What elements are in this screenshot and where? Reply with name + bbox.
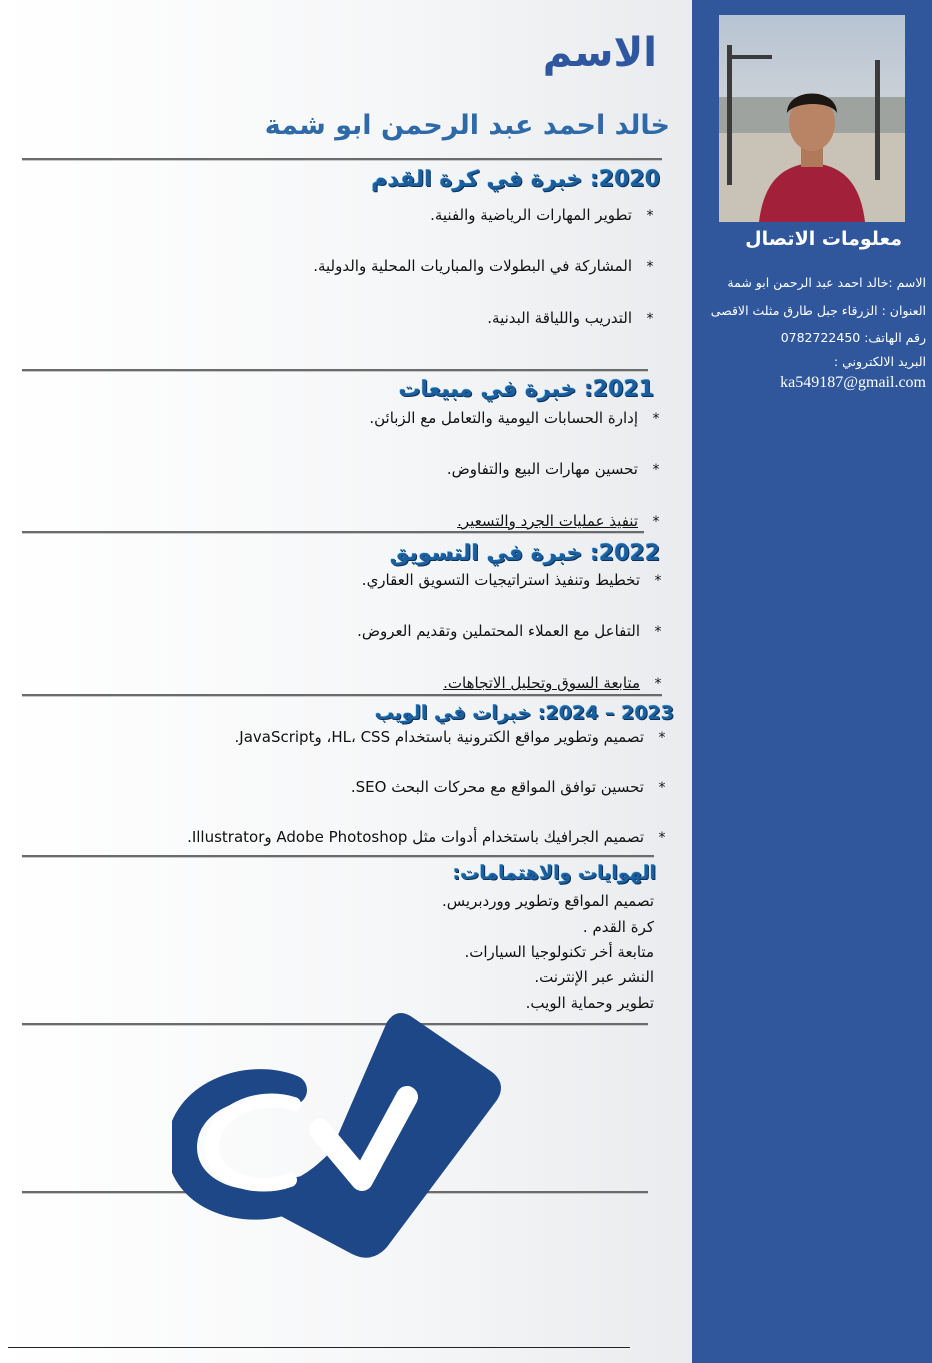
divider [22,531,644,533]
cv-logo-icon [172,1012,512,1262]
experience-item: *تحسين مهارات البيع والتفاوض. [447,460,668,478]
bullet-star: * [646,208,654,224]
bullet-star: * [658,780,666,796]
name-value: خالد احمد عبد الرحمن ابو شمة [264,110,670,141]
bullet-star: * [652,462,660,478]
divider [22,158,662,160]
experience-item: *تصميم الجرافيك باستخدام أدوات مثل Adobe Photoshop وIllustrator. [187,828,674,846]
hobby-item: تصميم المواقع وتطوير ووردبريس. [442,892,654,910]
contact-email-label: البريد الالكتروني : [833,354,926,369]
contact-info-title: معلومات الاتصال [745,228,902,250]
bullet-star: * [658,730,666,746]
experience-item: *المشاركة في البطولات والمباريات المحلية والدولية. [313,257,662,275]
bottom-divider [8,1347,630,1348]
experience-item: *متابعة السوق وتحليل الاتجاهات. [443,674,670,692]
experience-item: *تطوير المهارات الرياضية والفنية. [430,206,662,224]
hobbies-heading: الهوايات والاهتمامات: [452,862,656,884]
experience-item: *تحسين توافق المواقع مع محركات البحث SEO. [351,778,674,796]
contact-name: الاسم :خالد احمد عبد الرحمن ابو شمة [727,275,926,290]
profile-photo [719,15,905,222]
contact-phone: رقم الهاتف: 0782722450 [780,330,926,345]
experience-item: *التدريب واللياقة البدنية. [487,309,662,327]
hobby-item: تطوير وحماية الويب. [525,994,654,1012]
bullet-star: * [654,624,662,640]
hobby-item: النشر عبر الإنترنت. [534,968,654,986]
hobby-item: متابعة أخر تكنولوجيا السيارات. [464,943,654,961]
section-heading-football: 2020: خبرة في كرة القدم [371,167,660,192]
section-heading-marketing: 2022: خبرة في التسويق [389,541,660,566]
bullet-star: * [652,411,660,427]
experience-item: *تنفيذ عمليات الجرد والتسعير. [457,512,668,530]
bullet-star: * [654,676,662,692]
section-heading-web: 2023 – 2024: خبرات في الويب [374,702,674,724]
contact-address: العنوان : الزرقاء جبل طارق مثلث الاقصى [710,303,926,318]
experience-item: *تصميم وتطوير مواقع الكترونية باستخدام HL، CSS، وJavaScript. [234,728,674,746]
divider [22,855,654,857]
bullet-star: * [646,259,654,275]
experience-item: *التفاعل مع العملاء المحتملين وتقديم العروض. [357,622,670,640]
bullet-star: * [652,514,660,530]
experience-item: *تخطيط وتنفيذ استراتيجيات التسويق العقاري. [362,571,670,589]
hobby-item: كرة القدم . [582,918,654,936]
name-label: الاسم [542,30,657,76]
divider [22,369,648,371]
divider [22,694,662,696]
section-heading-sales: 2021: خبرة في مبيعات [398,377,654,402]
contact-email[interactable]: ka549187@gmail.com [780,374,926,391]
bullet-star: * [646,311,654,327]
bullet-star: * [658,830,666,846]
profile-photo-image [719,15,905,222]
bullet-star: * [654,573,662,589]
experience-item: *إدارة الحسابات اليومية والتعامل مع الزبائن. [369,409,668,427]
